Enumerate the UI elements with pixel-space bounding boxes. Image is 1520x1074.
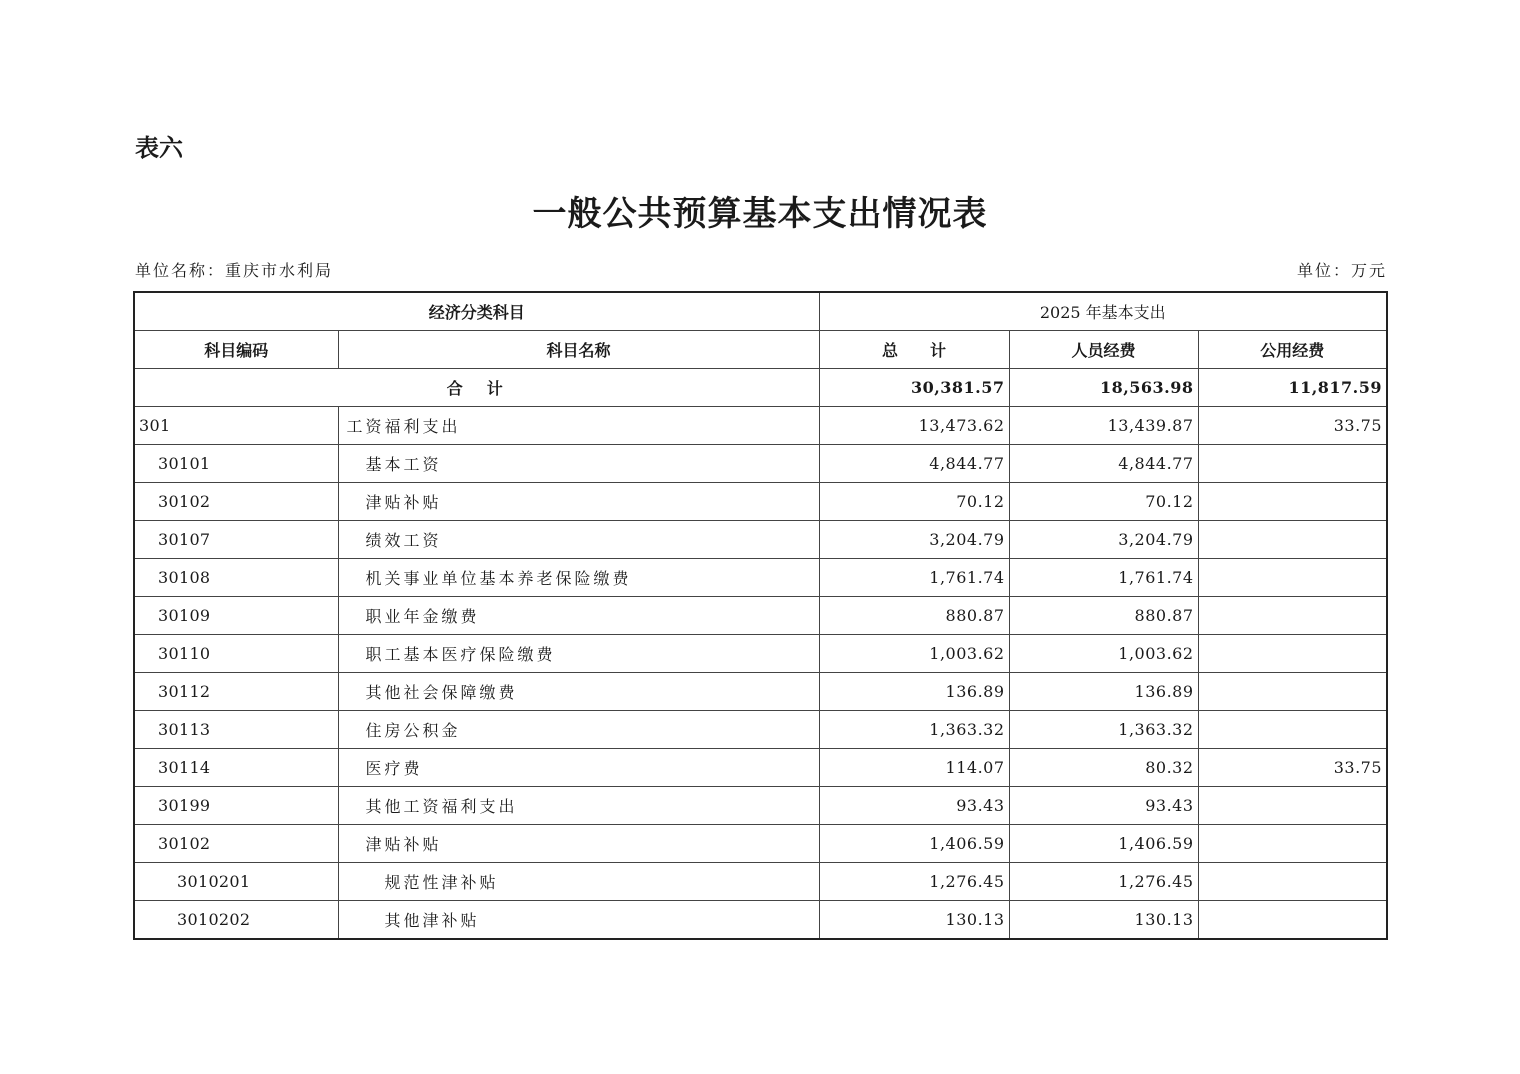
table-row bbox=[134, 787, 1387, 825]
row-total: 880.87 bbox=[819, 597, 1009, 635]
row-name: 工资福利支出 bbox=[338, 407, 819, 445]
row-name: 住房公积金 bbox=[338, 711, 819, 749]
header-subject-name: 科目名称 bbox=[338, 331, 819, 369]
row-code: 30102 bbox=[134, 483, 338, 521]
table-row bbox=[134, 673, 1387, 711]
table-row bbox=[134, 711, 1387, 749]
row-code: 301 bbox=[134, 407, 338, 445]
row-name: 津贴补贴 bbox=[338, 825, 819, 863]
row-personnel: 80.32 bbox=[1009, 749, 1198, 787]
row-code: 3010202 bbox=[134, 901, 338, 940]
row-total: 70.12 bbox=[819, 483, 1009, 521]
table-row bbox=[134, 483, 1387, 521]
row-total: 1,761.74 bbox=[819, 559, 1009, 597]
row-name: 规范性津补贴 bbox=[338, 863, 819, 901]
table-row bbox=[134, 559, 1387, 597]
row-name: 医疗费 bbox=[338, 749, 819, 787]
row-personnel: 13,439.87 bbox=[1009, 407, 1198, 445]
row-total: 4,844.77 bbox=[819, 445, 1009, 483]
header-group-row bbox=[134, 292, 1387, 331]
row-code: 30113 bbox=[134, 711, 338, 749]
table-row bbox=[134, 635, 1387, 673]
row-personnel: 93.43 bbox=[1009, 787, 1198, 825]
row-code: 30102 bbox=[134, 825, 338, 863]
row-name: 绩效工资 bbox=[338, 521, 819, 559]
row-total: 93.43 bbox=[819, 787, 1009, 825]
row-public bbox=[1198, 635, 1387, 673]
row-personnel: 136.89 bbox=[1009, 673, 1198, 711]
total-label: 合 计 bbox=[134, 369, 819, 407]
row-name: 机关事业单位基本养老保险缴费 bbox=[338, 559, 819, 597]
row-public bbox=[1198, 825, 1387, 863]
header-total: 总 计 bbox=[819, 331, 1009, 369]
row-personnel: 1,406.59 bbox=[1009, 825, 1198, 863]
row-name: 其他工资福利支出 bbox=[338, 787, 819, 825]
page-title: 一般公共预算基本支出情况表 bbox=[532, 194, 988, 234]
row-name: 津贴补贴 bbox=[338, 483, 819, 521]
row-total: 3,204.79 bbox=[819, 521, 1009, 559]
row-total: 130.13 bbox=[819, 901, 1009, 940]
row-name: 其他津补贴 bbox=[338, 901, 819, 940]
row-code: 3010201 bbox=[134, 863, 338, 901]
row-public: 33.75 bbox=[1198, 749, 1387, 787]
table-row bbox=[134, 521, 1387, 559]
row-public: 33.75 bbox=[1198, 407, 1387, 445]
total-public: 11,817.59 bbox=[1198, 369, 1387, 407]
row-personnel: 4,844.77 bbox=[1009, 445, 1198, 483]
row-personnel: 1,003.62 bbox=[1009, 635, 1198, 673]
table-row bbox=[134, 901, 1387, 940]
row-total: 1,406.59 bbox=[819, 825, 1009, 863]
row-total: 1,363.32 bbox=[819, 711, 1009, 749]
row-total: 13,473.62 bbox=[819, 407, 1009, 445]
total-row bbox=[134, 369, 1387, 407]
total-personnel: 18,563.98 bbox=[1009, 369, 1198, 407]
row-total: 1,276.45 bbox=[819, 863, 1009, 901]
row-code: 30112 bbox=[134, 673, 338, 711]
table-number: 表六 bbox=[135, 134, 183, 162]
row-code: 30101 bbox=[134, 445, 338, 483]
row-code: 30110 bbox=[134, 635, 338, 673]
row-name: 职业年金缴费 bbox=[338, 597, 819, 635]
row-total: 136.89 bbox=[819, 673, 1009, 711]
row-personnel: 1,363.32 bbox=[1009, 711, 1198, 749]
row-total: 1,003.62 bbox=[819, 635, 1009, 673]
table-row bbox=[134, 749, 1387, 787]
row-name: 其他社会保障缴费 bbox=[338, 673, 819, 711]
row-public bbox=[1198, 483, 1387, 521]
row-personnel: 70.12 bbox=[1009, 483, 1198, 521]
row-code: 30107 bbox=[134, 521, 338, 559]
table-row bbox=[134, 597, 1387, 635]
header-economic-category: 经济分类科目 bbox=[134, 292, 819, 331]
header-subject-code: 科目编码 bbox=[134, 331, 338, 369]
table-row bbox=[134, 825, 1387, 863]
row-personnel: 1,276.45 bbox=[1009, 863, 1198, 901]
row-personnel: 880.87 bbox=[1009, 597, 1198, 635]
total-amount: 30,381.57 bbox=[819, 369, 1009, 407]
table-row bbox=[134, 445, 1387, 483]
row-total: 114.07 bbox=[819, 749, 1009, 787]
row-public bbox=[1198, 445, 1387, 483]
currency-unit-label: 单位：万元 bbox=[1296, 261, 1387, 280]
row-personnel: 3,204.79 bbox=[1009, 521, 1198, 559]
row-public bbox=[1198, 673, 1387, 711]
table-row bbox=[134, 407, 1387, 445]
row-public bbox=[1198, 711, 1387, 749]
header-public: 公用经费 bbox=[1198, 331, 1387, 369]
budget-table bbox=[133, 291, 1388, 940]
unit-name-label: 单位名称：重庆市水利局 bbox=[135, 261, 334, 280]
row-personnel: 1,761.74 bbox=[1009, 559, 1198, 597]
row-code: 30114 bbox=[134, 749, 338, 787]
row-public bbox=[1198, 597, 1387, 635]
row-public bbox=[1198, 521, 1387, 559]
row-public bbox=[1198, 559, 1387, 597]
row-code: 30199 bbox=[134, 787, 338, 825]
header-basic-expenditure: 2025 年基本支出 bbox=[819, 292, 1387, 331]
table-row bbox=[134, 863, 1387, 901]
row-personnel: 130.13 bbox=[1009, 901, 1198, 940]
header-column-row bbox=[134, 331, 1387, 369]
row-name: 基本工资 bbox=[338, 445, 819, 483]
row-code: 30109 bbox=[134, 597, 338, 635]
row-public bbox=[1198, 863, 1387, 901]
row-public bbox=[1198, 901, 1387, 940]
header-personnel: 人员经费 bbox=[1009, 331, 1198, 369]
row-name: 职工基本医疗保险缴费 bbox=[338, 635, 819, 673]
row-public bbox=[1198, 787, 1387, 825]
row-code: 30108 bbox=[134, 559, 338, 597]
